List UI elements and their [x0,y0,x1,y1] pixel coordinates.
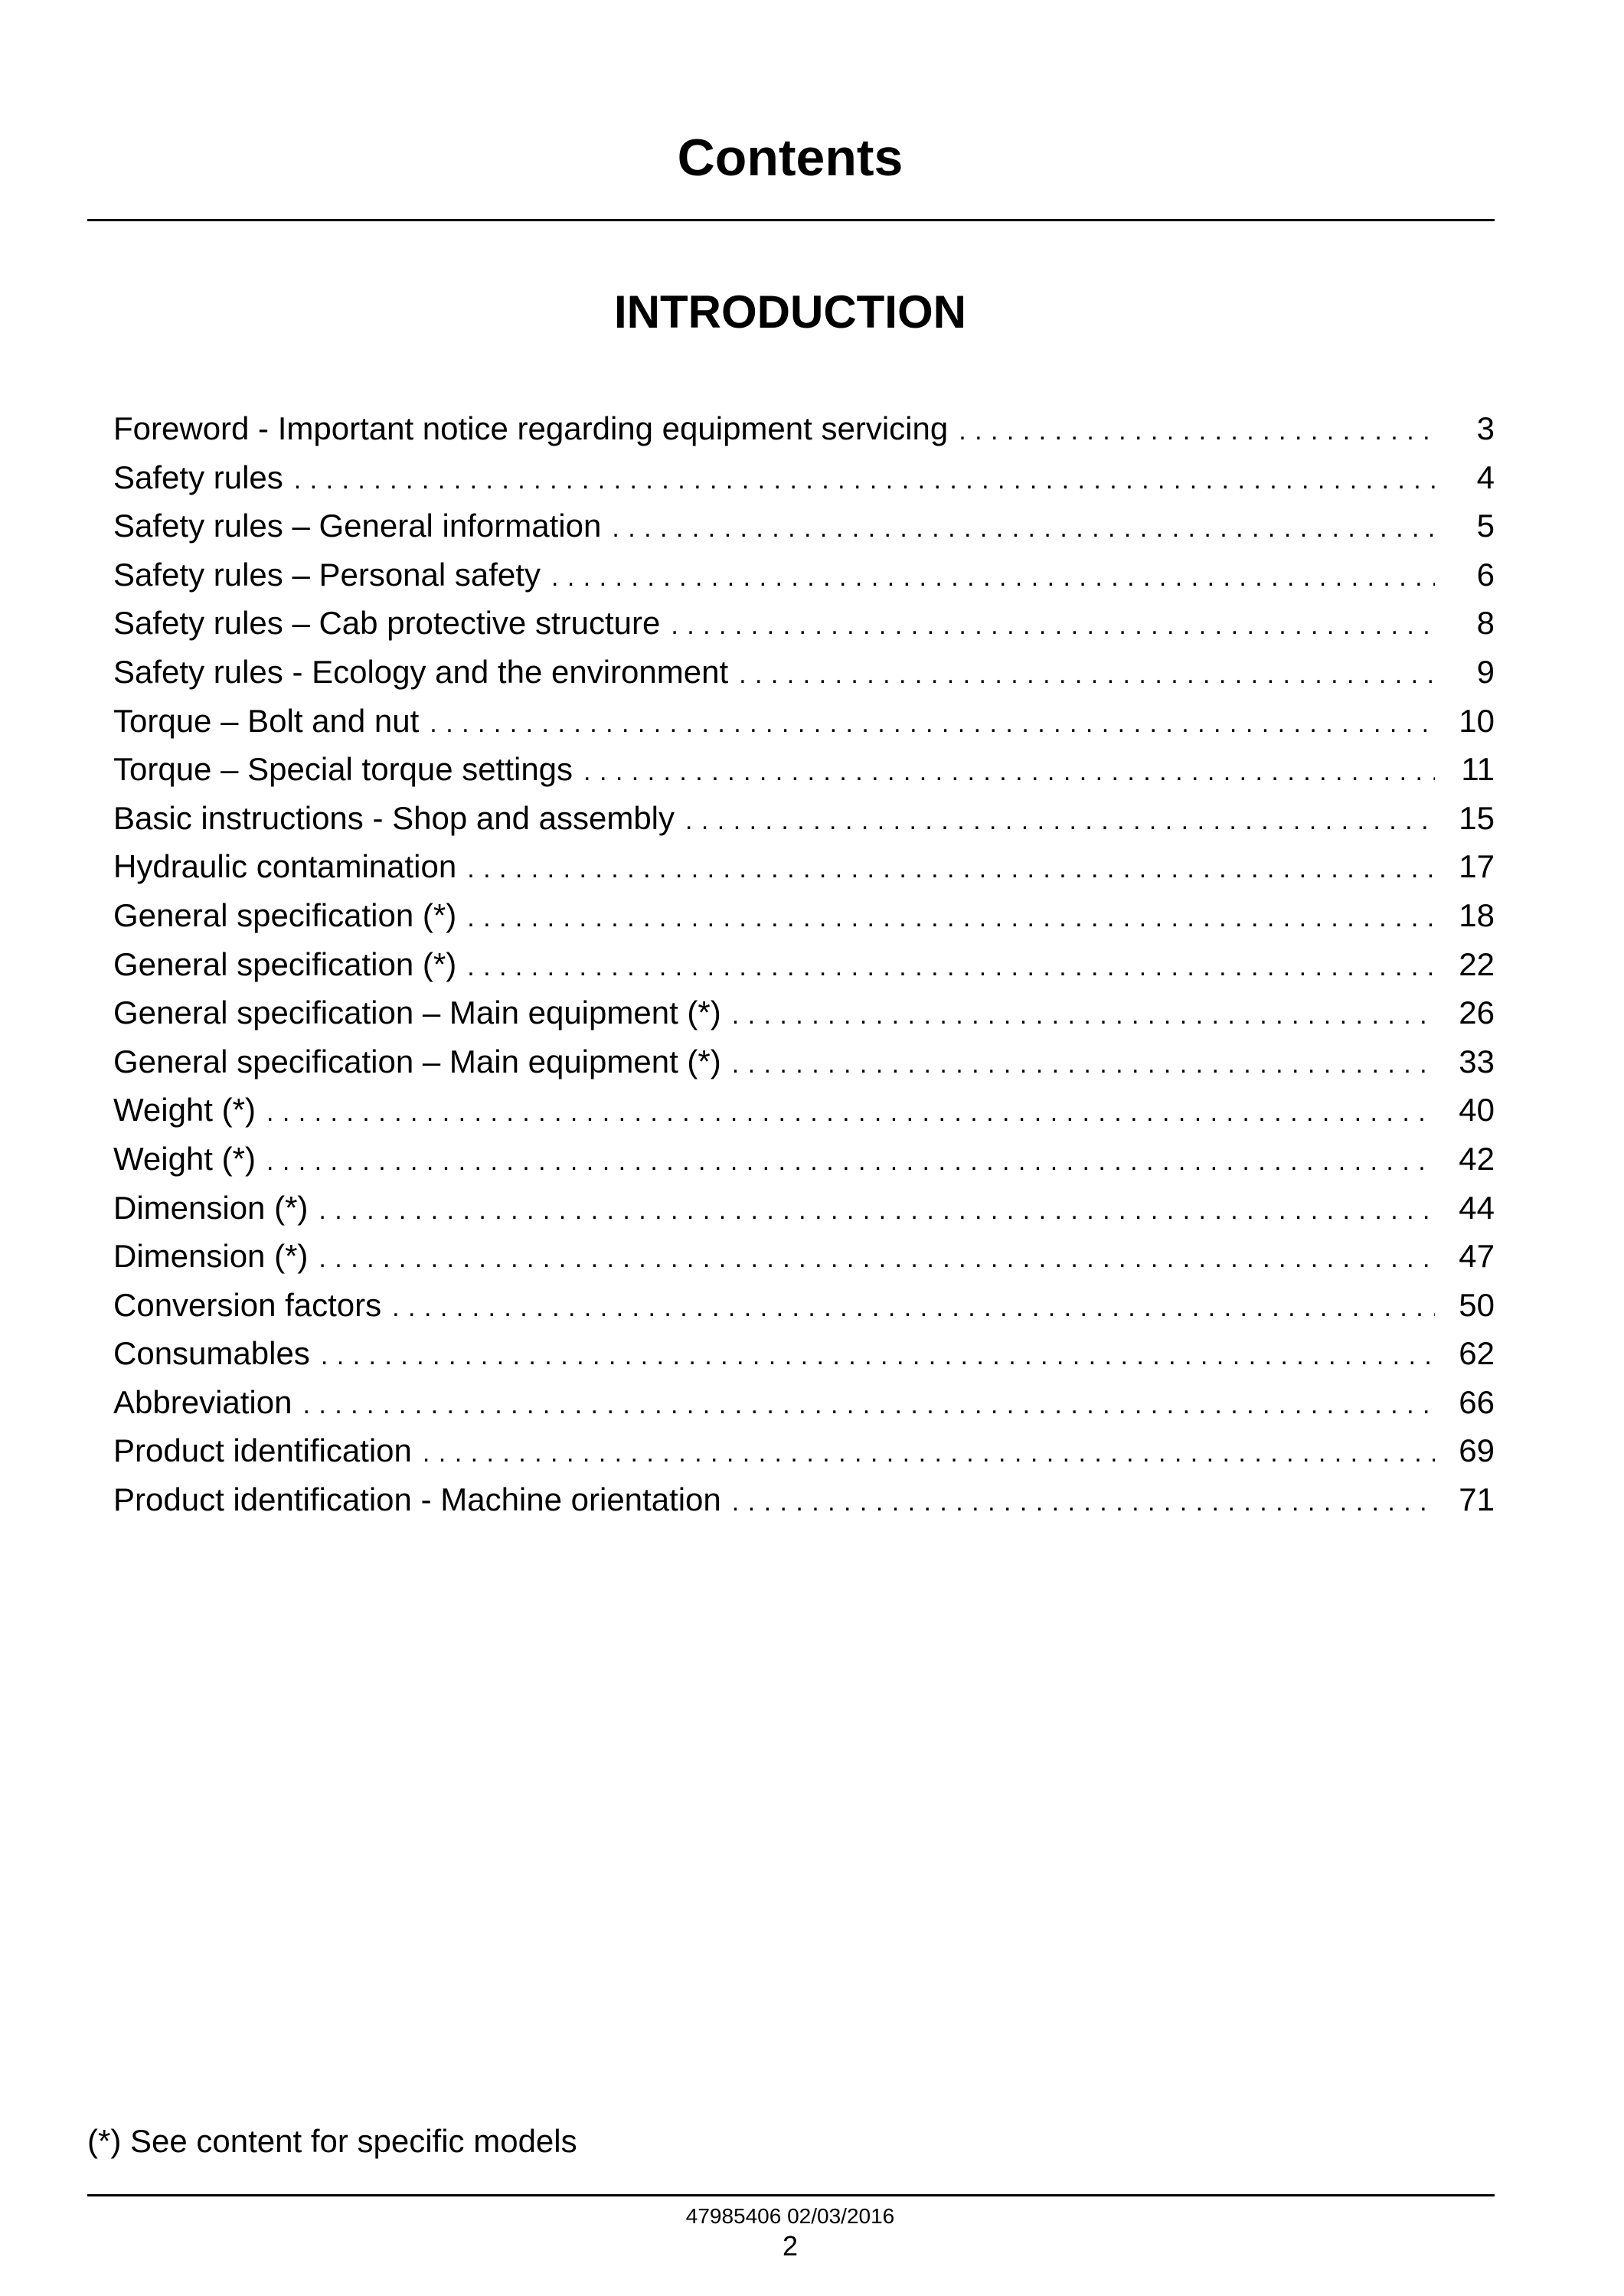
toc-entry[interactable] [113,453,1495,502]
toc-entry-page: 15 [1459,799,1495,836]
toc-entry-title: Abbreviation [113,1383,292,1420]
document-number: 47985406 02/03/2016 [685,2204,895,2228]
page-title: Contents [677,129,903,187]
toc-entry[interactable] [113,842,1495,891]
toc-entry-title: Safety rules – Personal safety [113,556,541,593]
toc-entry-title: Foreword - Important notice regarding equipment servicing [113,410,949,446]
toc-entry-page: 3 [1476,410,1495,446]
dot-leader [423,1429,1435,1478]
dot-leader [739,651,1435,700]
toc-entry-title: Weight (*) [113,1140,256,1177]
toc-entry-page: 6 [1476,556,1495,593]
dot-leader [467,845,1435,894]
toc-entry[interactable] [113,1232,1495,1281]
toc-entry-title: Product identification [113,1432,412,1469]
toc-entry-page: 40 [1459,1092,1495,1128]
toc-entry-title: Hydraulic contamination [113,848,457,885]
toc-entry[interactable] [113,1135,1495,1184]
toc-entry[interactable] [113,1426,1495,1475]
toc-entry-page: 71 [1459,1481,1495,1518]
dot-leader [319,1187,1435,1236]
toc-entry-title: General specification – Main equipment (*) [113,994,721,1031]
toc-entry-title: Torque – Bolt and nut [113,702,420,739]
toc-entry[interactable] [113,550,1495,599]
dot-leader [685,797,1435,846]
toc-entry[interactable] [113,988,1495,1037]
toc-entry-page: 5 [1476,508,1495,544]
dot-leader [392,1284,1435,1333]
toc-entry-title: Conversion factors [113,1286,382,1323]
toc-entry-page: 69 [1459,1432,1495,1469]
dot-leader [302,1381,1435,1430]
toc-entry-page: 42 [1459,1140,1495,1177]
footnote: (*) See content for specific models [87,2123,577,2159]
dot-leader [583,748,1435,797]
dot-leader [266,1138,1435,1187]
toc-entry-title: Safety rules - Ecology and the environment [113,653,729,690]
dot-leader [430,700,1435,749]
dot-leader [319,1235,1435,1284]
dot-leader [959,407,1435,456]
toc-entry[interactable] [113,794,1495,843]
dot-leader [732,1040,1435,1089]
dot-leader [294,456,1435,505]
toc-entry[interactable] [113,1086,1495,1135]
toc-entry-page: 18 [1459,897,1495,933]
toc-entry-title: Torque – Special torque settings [113,751,573,788]
toc-entry-page: 9 [1476,653,1495,690]
section-title: INTRODUCTION [614,286,966,338]
toc-entry-page: 11 [1461,751,1495,788]
toc-entry-page: 33 [1459,1043,1495,1079]
toc-entry-page: 17 [1459,848,1495,885]
toc-entry-page: 50 [1459,1286,1495,1323]
toc-entry-title: Consumables [113,1335,310,1372]
toc-entry-title: Product identification - Machine orientation [113,1481,721,1518]
toc-entry-title: Basic instructions - Shop and assembly [113,799,675,836]
toc-entry[interactable] [113,1037,1495,1086]
toc-entry-title: Weight (*) [113,1092,256,1128]
footer-divider [87,2194,1495,2196]
page-number: 2 [782,2230,799,2262]
dot-leader [551,554,1435,603]
dot-leader [467,943,1435,992]
toc-entry-title: General specification – Main equipment (*) [113,1043,721,1079]
dot-leader [732,991,1435,1040]
dot-leader [671,602,1435,651]
toc-entry-title: Safety rules – Cab protective structure [113,605,661,642]
toc-entry-page: 22 [1459,946,1495,982]
toc-entry[interactable] [113,1281,1495,1330]
toc-entry[interactable] [113,1378,1495,1427]
table-of-contents [113,404,1495,1524]
toc-entry-page: 62 [1459,1335,1495,1372]
toc-entry[interactable] [113,1475,1495,1524]
toc-entry-page: 4 [1476,459,1495,495]
toc-entry-page: 47 [1459,1238,1495,1275]
dot-leader [467,894,1435,943]
toc-entry-page: 66 [1459,1383,1495,1420]
toc-entry[interactable] [113,745,1495,794]
dot-leader [732,1478,1435,1527]
toc-entry[interactable] [113,697,1495,746]
toc-entry-title: Dimension (*) [113,1238,309,1275]
toc-entry[interactable] [113,940,1495,989]
toc-entry[interactable] [113,404,1495,453]
toc-entry[interactable] [113,599,1495,648]
dot-leader [612,505,1435,554]
header-divider [87,219,1495,221]
toc-entry[interactable] [113,1184,1495,1233]
toc-entry-title: Dimension (*) [113,1189,309,1226]
toc-entry-title: General specification (*) [113,946,457,982]
toc-entry-page: 26 [1459,994,1495,1031]
toc-entry[interactable] [113,1329,1495,1378]
toc-entry-page: 10 [1459,702,1495,739]
toc-entry-page: 8 [1476,605,1495,642]
toc-entry-title: General specification (*) [113,897,457,933]
dot-leader [266,1089,1435,1138]
toc-entry-title: Safety rules – General information [113,508,602,544]
toc-entry-title: Safety rules [113,459,283,495]
dot-leader [321,1332,1435,1381]
toc-entry[interactable] [113,648,1495,697]
toc-entry[interactable] [113,891,1495,940]
toc-entry[interactable] [113,501,1495,550]
toc-entry-page: 44 [1459,1189,1495,1226]
